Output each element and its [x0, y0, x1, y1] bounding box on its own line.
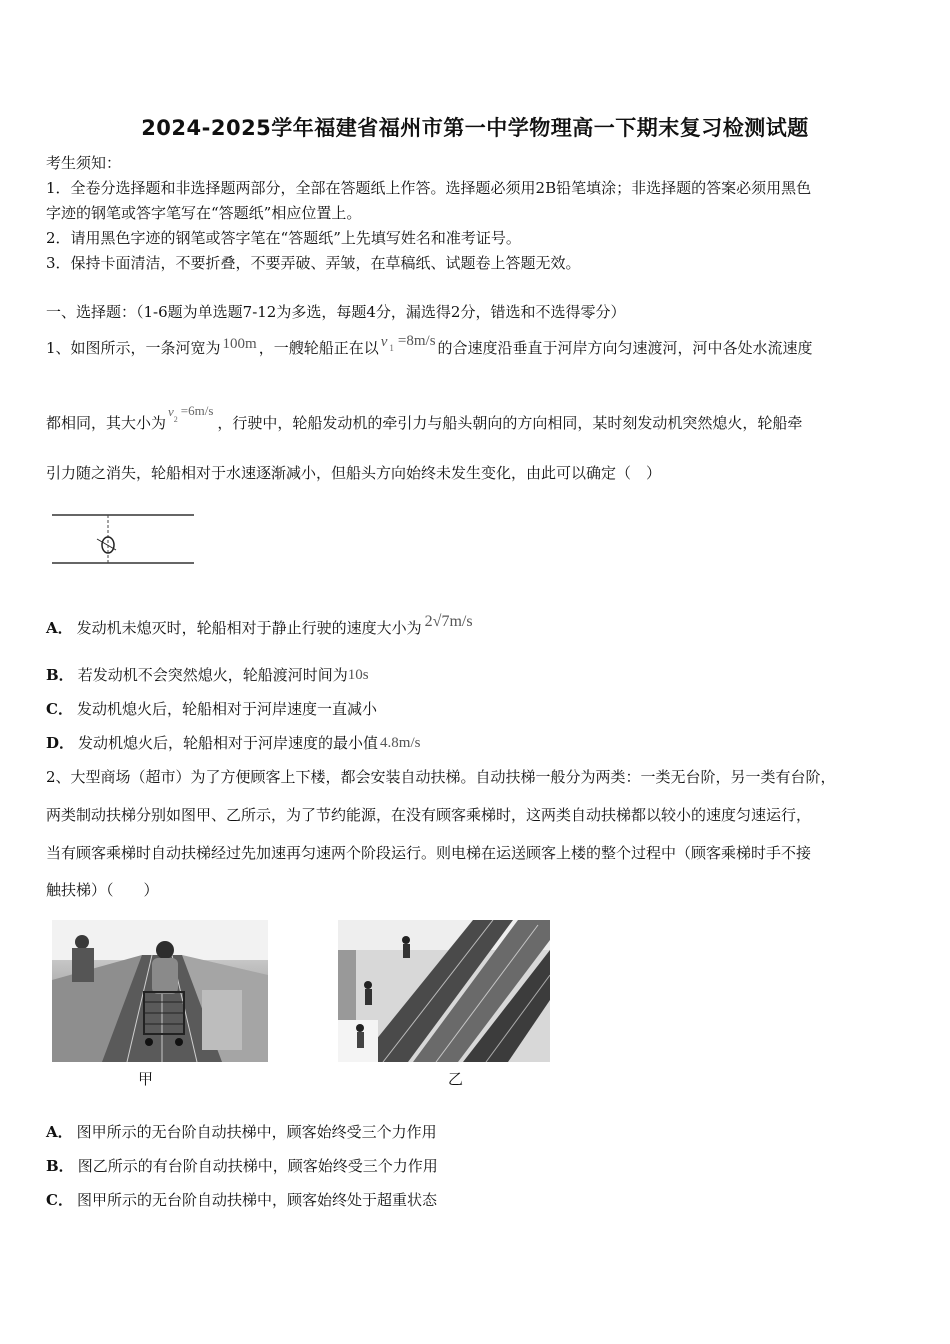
section-heading: 一、选择题：（1-6题为单选题7-12为多选，每题4分，漏选得2分，错选和不选得零分） [46, 303, 626, 321]
caption-a: 甲 [138, 1070, 154, 1088]
photo-step-escalator [338, 920, 550, 1062]
option-letter: C． [46, 1191, 73, 1209]
v2-value: =6m/s [180, 403, 214, 418]
v1-symbol: v [380, 334, 388, 350]
q2-option-a [46, 1122, 437, 1142]
v1-subscript: 1 [389, 343, 394, 353]
option-text: 发动机未熄灭时，轮船相对于静止行驶的速度大小为 [76, 619, 422, 637]
q2-option-c [46, 1190, 437, 1210]
option-text: 发动机熄火后，轮船相对于河岸速度一直减小 [76, 700, 377, 718]
photo-flat-escalator [52, 920, 268, 1062]
option-letter: B． [46, 1157, 74, 1175]
caption-b: 乙 [448, 1070, 464, 1088]
option-letter: A． [46, 1123, 73, 1141]
option-math: 4.8m/s [380, 735, 421, 751]
flat-escalator-illustration [52, 920, 268, 1062]
q2-option-b [46, 1156, 438, 1176]
option-text: 若发动机不会突然熄火，轮船渡河时间为 [77, 666, 348, 684]
notice-item-1-cont: 字迹的钢笔或答字笔写在“答题纸”相应位置上。 [46, 204, 362, 222]
notice-item-2: 2．请用黑色字迹的钢笔或答字笔在“答题纸”上先填写姓名和准考证号。 [46, 229, 521, 247]
q1-option-c [46, 699, 377, 719]
option-text: 发动机熄火后，轮船相对于河岸速度的最小值 [78, 734, 379, 752]
q1-line-2 [46, 403, 803, 440]
v2-subscript: 2 [173, 415, 178, 424]
option-text: 图甲所示的无台阶自动扶梯中，顾客始终处于超重状态 [76, 1191, 437, 1209]
q2-line-2: 两类制动扶梯分别如图甲、乙所示，为了节约能源，在没有顾客乘梯时，这两类自动扶梯都以较小的速度匀速运行， [46, 806, 812, 824]
option-letter: D． [46, 734, 75, 752]
option-math: 2√7m/s [424, 613, 473, 630]
q1-option-d [46, 733, 420, 754]
q2-line-4: 触扶梯）（ ） [46, 881, 159, 899]
q1-line-3: 引力随之消失，轮船相对于水速逐渐减小，但船头方向始终未发生变化，由此可以确定（ ） [46, 464, 662, 482]
notice-item-3: 3．保持卡面清洁，不要折叠，不要弄破、弄皱，在草稿纸、试题卷上答题无效。 [46, 254, 581, 272]
river-diagram [50, 508, 200, 570]
v1-value: =8m/s [397, 333, 436, 349]
option-letter: B． [46, 666, 74, 684]
notice-item-1: 1．全卷分选择题和非选择题两部分，全部在答题纸上作答。选择题必须用2B铅笔填涂；非选择题的答案必须用黑色 [46, 179, 812, 197]
option-text: 图乙所示的有台阶自动扶梯中，顾客始终受三个力作用 [77, 1157, 438, 1175]
q1-text: ，一艘轮船正在以 [258, 339, 379, 357]
notice-heading: 考生须知： [46, 154, 122, 172]
option-letter: C． [46, 700, 73, 718]
page-title: 2024-2025学年福建省福州市第一中学物理高一下期末复习检测试题 [141, 116, 809, 140]
q1-text: 都相同，其大小为 [46, 414, 167, 432]
river-width: 100m [222, 336, 257, 352]
q2-line-1: 2、大型商场（超市）为了方便顾客上下楼，都会安装自动扶梯。自动扶梯一般分为两类：一类无台阶，另一类有台阶， [46, 768, 836, 786]
option-math: 10s [347, 667, 369, 683]
q1-option-a [46, 613, 473, 639]
option-text: 图甲所示的无台阶自动扶梯中，顾客始终受三个力作用 [76, 1123, 437, 1141]
q2-line-3: 当有顾客乘梯时自动扶梯经过先加速再匀速两个阶段运行。则电梯在运送顾客上楼的整个过程中（顾客乘梯时手不接 [46, 844, 812, 862]
q1-option-b [46, 665, 369, 686]
step-escalator-illustration [338, 920, 550, 1062]
v2-symbol: v [168, 404, 174, 419]
q1-line-1 [46, 333, 813, 364]
q1-text: 1、如图所示，一条河宽为 [46, 339, 221, 357]
q1-text: ，行驶中，轮船发动机的牵引力与船头朝向的方向相同，某时刻发动机突然熄火，轮船牵 [217, 414, 803, 432]
option-letter: A． [46, 619, 73, 637]
q1-text: 的合速度沿垂直于河岸方向匀速渡河，河中各处水流速度 [437, 339, 813, 357]
